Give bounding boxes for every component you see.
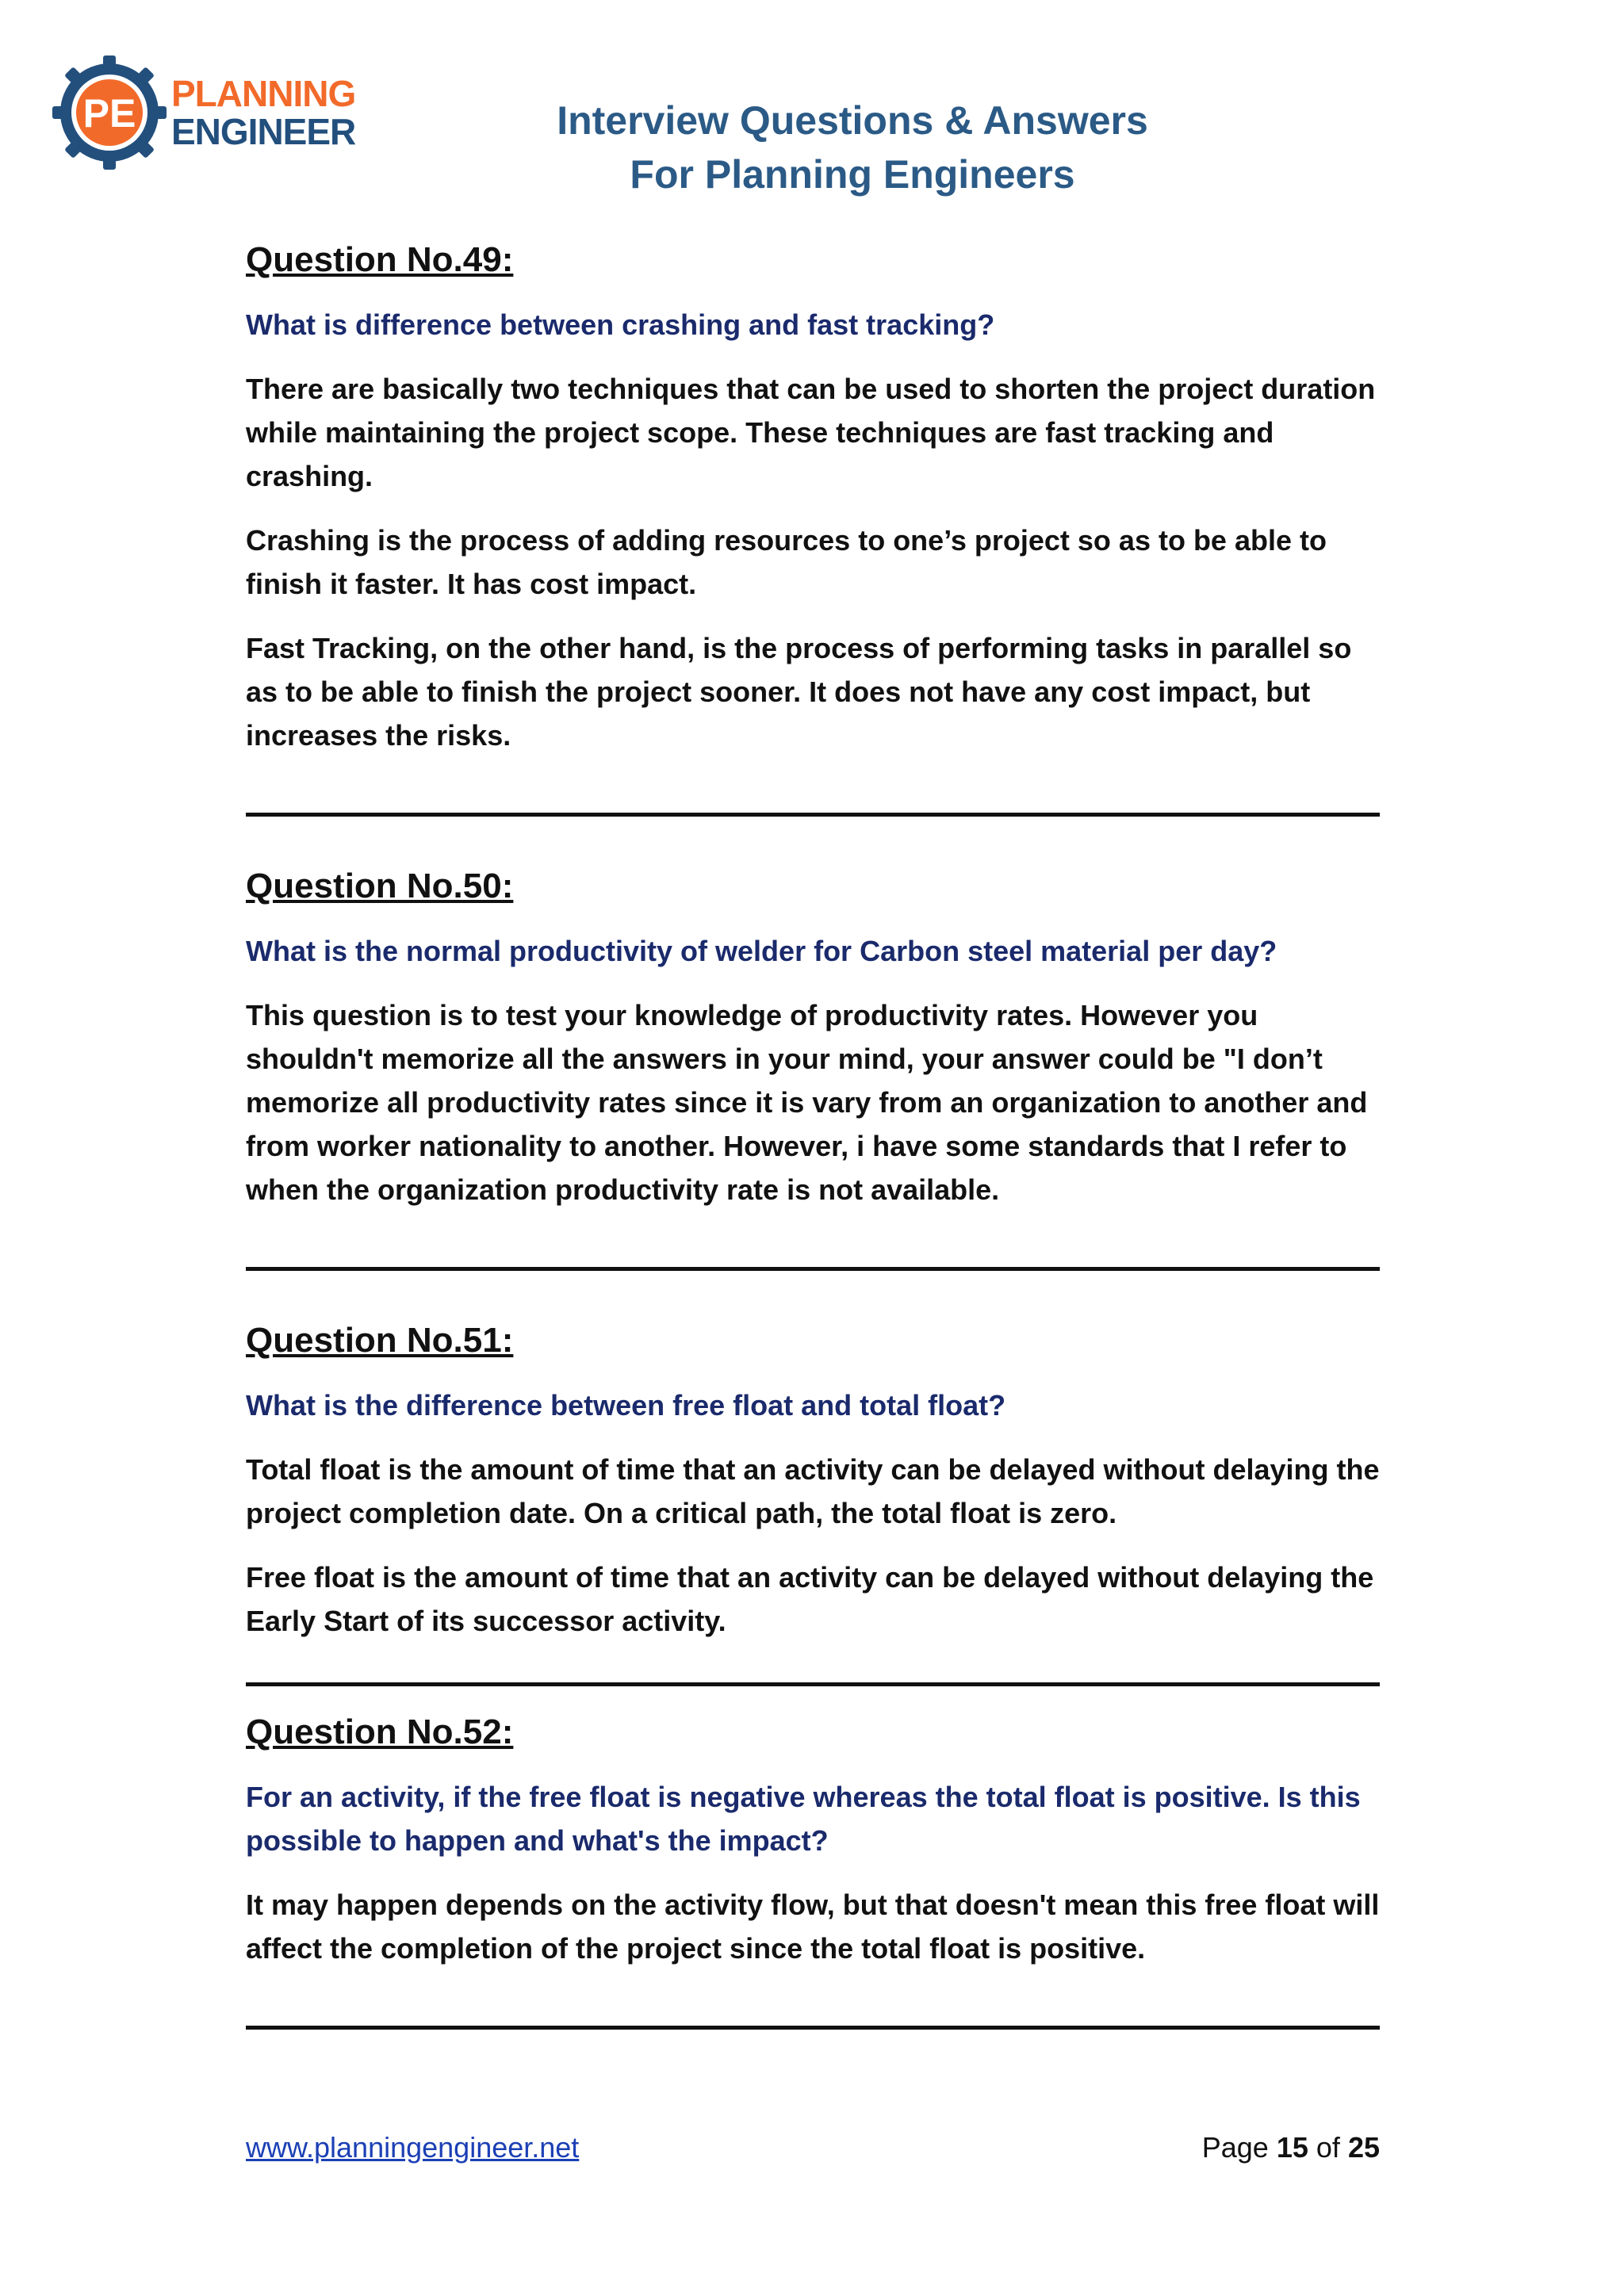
answer-paragraph: Crashing is the process of adding resources to one’s project so as to be able to finish it faster. It has cost impact. bbox=[246, 524, 1327, 600]
answer-paragraph: Fast Tracking, on the other hand, is the process of performing tasks in parallel so as to be able to finish the project sooner. It does not have any cost impact, but increases the risks. bbox=[246, 632, 1352, 752]
answer-paragraph: Total float is the amount of time that an activity can be delayed without delaying the project completion date. On a critical path, the total float is zero. bbox=[246, 1453, 1380, 1529]
main-content bbox=[246, 238, 1380, 2077]
page-header bbox=[0, 0, 1624, 214]
website-link[interactable]: www.planningengineer.net bbox=[246, 2131, 580, 2164]
section-divider bbox=[246, 1267, 1380, 1271]
page-of-label: of bbox=[1316, 2131, 1340, 2164]
answer-paragraph: Free float is the amount of time that an activity can be delayed without delaying the Early Start of its successor activity. bbox=[246, 1561, 1374, 1637]
section-divider bbox=[246, 1682, 1380, 1686]
answer-paragraph: This question is to test your knowledge of productivity rates. However you shouldn't memorize all the answers in your mind, your answer could be "I don’t memorize all productivity rates since it is vary from an organization to another and from worker nationality to another. However, i have some standards that I refer to when the organization productivity rate is not available. bbox=[246, 999, 1368, 1206]
question-section-52 bbox=[246, 1710, 1380, 1970]
page-current: 15 bbox=[1276, 2131, 1308, 2164]
question-text: What is difference between crashing and fast tracking? bbox=[246, 308, 995, 341]
section-divider bbox=[246, 813, 1380, 817]
question-section-49 bbox=[246, 238, 1380, 757]
document-title-line-2: For Planning Engineers bbox=[630, 152, 1075, 197]
page-label: Page bbox=[1201, 2131, 1269, 2164]
question-heading: Question No.51: bbox=[246, 1321, 514, 1360]
question-text: For an activity, if the free float is negative whereas the total float is positive. Is this possible to happen and what's the impact? bbox=[246, 1781, 1361, 1857]
document-title bbox=[476, 94, 1229, 201]
page-total: 25 bbox=[1347, 2131, 1380, 2164]
planning-engineer-logo bbox=[52, 55, 385, 174]
question-text: What is the difference between free float and total float? bbox=[246, 1389, 1006, 1422]
answer-paragraph: It may happen depends on the activity flow, but that doesn't mean this free float will affect the completion of the project since the total float is positive. bbox=[246, 1888, 1380, 1965]
question-section-51 bbox=[246, 1318, 1380, 1643]
section-divider bbox=[246, 2026, 1380, 2030]
question-text: What is the normal productivity of welder for Carbon steel material per day? bbox=[246, 935, 1277, 967]
question-heading: Question No.52: bbox=[246, 1712, 514, 1751]
svg-text:PE: PE bbox=[82, 91, 136, 136]
gear-logo-icon bbox=[52, 55, 171, 174]
question-heading: Question No.49: bbox=[246, 240, 514, 279]
answer-paragraph: There are basically two techniques that can be used to shorten the project duration while maintaining the project scope. These techniques are fast tracking and crashing. bbox=[246, 373, 1376, 492]
document-title-line-1: Interview Questions & Answers bbox=[557, 98, 1148, 143]
question-section-50 bbox=[246, 864, 1380, 1211]
question-heading: Question No.50: bbox=[246, 867, 514, 905]
page-footer bbox=[246, 2131, 1380, 2171]
page-number bbox=[1202, 2131, 1380, 2164]
logo-word-planning: PLANNING bbox=[171, 73, 356, 114]
logo-word-engineer: ENGINEER bbox=[171, 111, 356, 152]
